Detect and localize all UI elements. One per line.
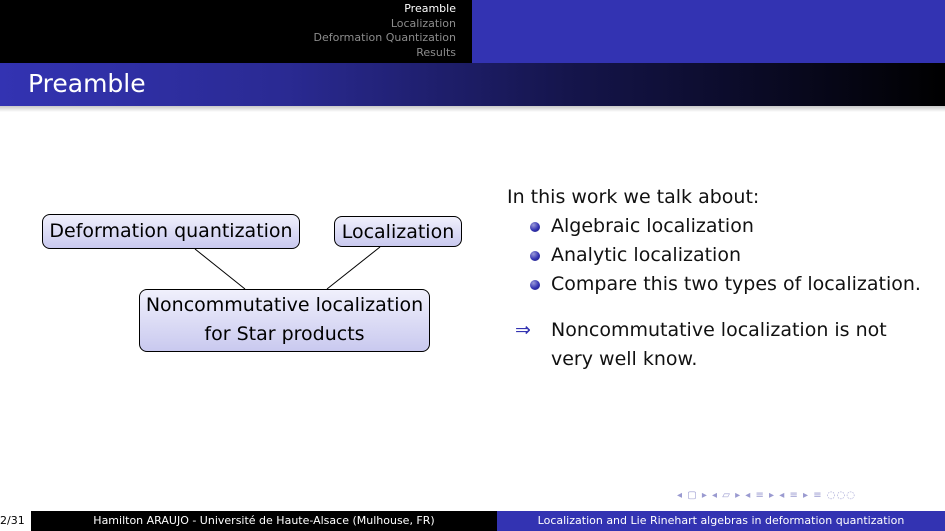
footer: [0, 511, 945, 531]
slide-text: [507, 183, 937, 374]
bullet-text: Algebraic localization: [551, 215, 754, 237]
section-navigation-right: [472, 0, 945, 63]
concept-diagram: [0, 200, 480, 360]
page-number: 2/31: [0, 511, 31, 531]
implication-statement: [507, 316, 937, 374]
bullet-text: Compare this two types of localization.: [551, 273, 921, 295]
footer-author: Hamilton ARAUJO - Université de Haute-Alsace (Mulhouse, FR): [31, 511, 497, 531]
implication-line2: very well know.: [551, 348, 698, 370]
node-deformation-quantization: Deformation quantization: [42, 214, 300, 249]
node-noncommutative-localization: [139, 289, 430, 352]
footer-talk-title: Localization and Lie Rinehart algebras in deformation quantization: [497, 511, 945, 531]
bullet-icon: [530, 280, 540, 290]
intro-text: In this work we talk about:: [507, 186, 760, 208]
bullet-item: [507, 241, 937, 270]
implies-arrow-icon: ⇒: [515, 319, 531, 341]
bullet-icon: [530, 222, 540, 232]
section-link-localization[interactable]: Localization: [390, 16, 456, 30]
beamer-navigation-icons[interactable]: ◂ ▢ ▸ ◂ ▱ ▸ ◂ ≡ ▸ ◂ ≡ ▸ ≡ ◌◌◌: [677, 490, 856, 501]
node-ncl-line1: Noncommutative localization: [145, 294, 424, 316]
bullet-icon: [530, 251, 540, 261]
connector-deformation-to-ncl: [195, 249, 245, 289]
section-list: [314, 2, 457, 60]
frame-title-bar: [0, 63, 945, 106]
section-link-results[interactable]: Results: [416, 45, 456, 59]
section-link-deformation-quantization[interactable]: Deformation Quantization: [313, 31, 456, 44]
bullet-item: [507, 270, 937, 299]
section-navigation-bar: [0, 0, 945, 63]
implication-line1: Noncommutative localization is not: [551, 319, 887, 341]
section-link-preamble[interactable]: Preamble: [404, 2, 456, 15]
node-ncl-line2: for Star products: [204, 323, 365, 345]
connector-localization-to-ncl: [327, 247, 380, 289]
node-localization: Localization: [334, 216, 462, 247]
bullet-item: [507, 212, 937, 241]
bullet-text: Analytic localization: [551, 244, 741, 266]
frame-title: Preamble: [28, 69, 146, 98]
title-shadow: [0, 106, 945, 112]
